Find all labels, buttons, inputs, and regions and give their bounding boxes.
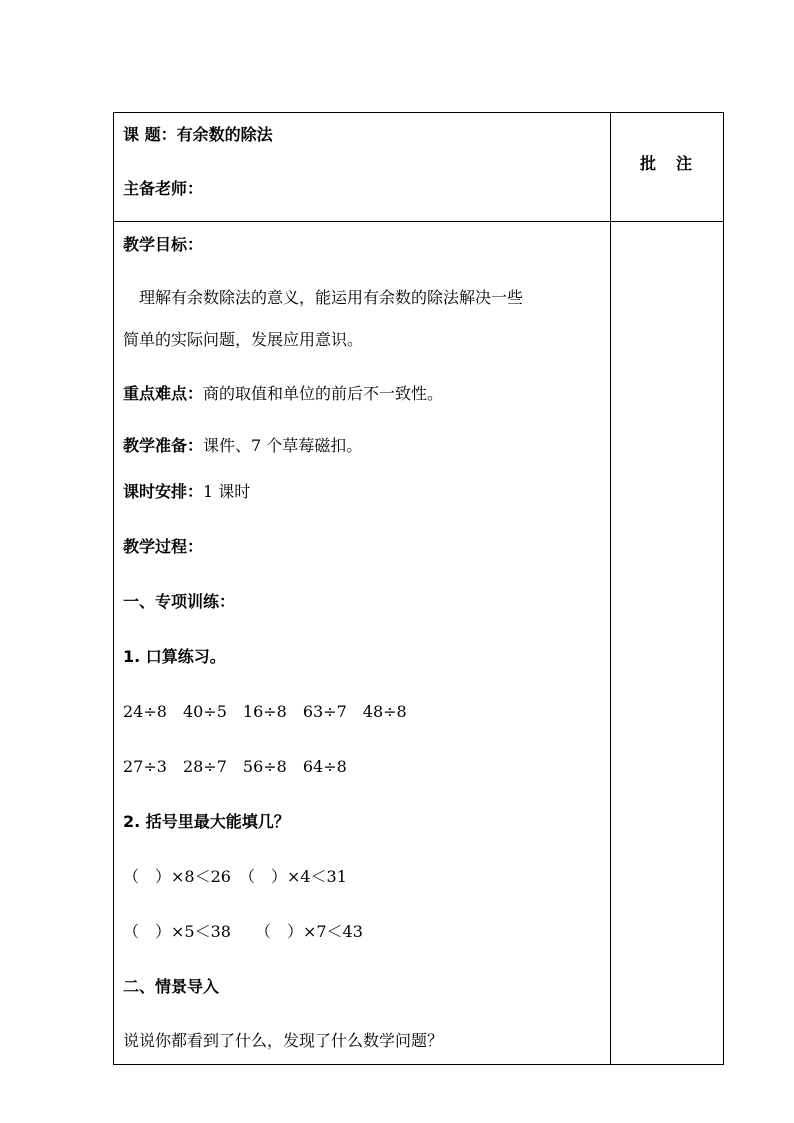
topic-label: 课 题： xyxy=(123,125,177,144)
teacher-label: 主备老师： xyxy=(123,179,204,198)
note-cell xyxy=(611,222,724,1065)
schedule-line xyxy=(123,482,250,502)
key-points-value: 商的取值和单位的前后不一致性。 xyxy=(203,384,444,403)
preparation-value: 课件、7 个草莓磁扣。 xyxy=(203,436,363,455)
exercise-two-row-2: （ ）×5＜38 （ ）×7＜43 xyxy=(123,922,363,941)
preparation-line xyxy=(123,436,362,456)
preparation-label: 教学准备： xyxy=(123,436,204,455)
key-points-label: 重点难点： xyxy=(123,384,204,403)
exercise-two-row-1: （ ）×8＜26 （ ）×4＜31 xyxy=(123,867,347,886)
lesson-plan-table xyxy=(113,112,724,1065)
objectives-line-1: 理解有余数除法的意义，能运用有余数的除法解决一些 xyxy=(123,288,524,307)
section-one-heading: 一、专项训练： xyxy=(123,592,236,611)
objectives-heading: 教学目标： xyxy=(123,235,204,254)
exercise-one-title: 1. 口算练习。 xyxy=(123,647,226,666)
section-two-heading: 二、情景导入 xyxy=(123,977,220,996)
header-cell xyxy=(114,113,611,222)
exercise-one-row-1: 24÷8 40÷5 16÷8 63÷7 48÷8 xyxy=(123,702,407,721)
note-header-cell xyxy=(611,113,724,222)
question-line: 说说你都看到了什么，发现了什么数学问题？ xyxy=(123,1031,444,1050)
content-cell xyxy=(114,222,611,1065)
exercise-two-title: 2. 括号里最大能填几？ xyxy=(123,812,290,831)
topic-value: 有余数的除法 xyxy=(176,125,273,144)
objectives-line-2: 简单的实际问题，发展应用意识。 xyxy=(123,330,364,349)
exercise-one-row-2: 27÷3 28÷7 56÷8 64÷8 xyxy=(123,757,347,776)
note-label: 批 注 xyxy=(639,154,694,173)
schedule-label: 课时安排： xyxy=(123,482,204,501)
topic-line xyxy=(123,125,273,145)
schedule-value: 1 课时 xyxy=(203,482,251,501)
key-points-line xyxy=(123,384,443,404)
process-heading: 教学过程： xyxy=(123,537,204,556)
